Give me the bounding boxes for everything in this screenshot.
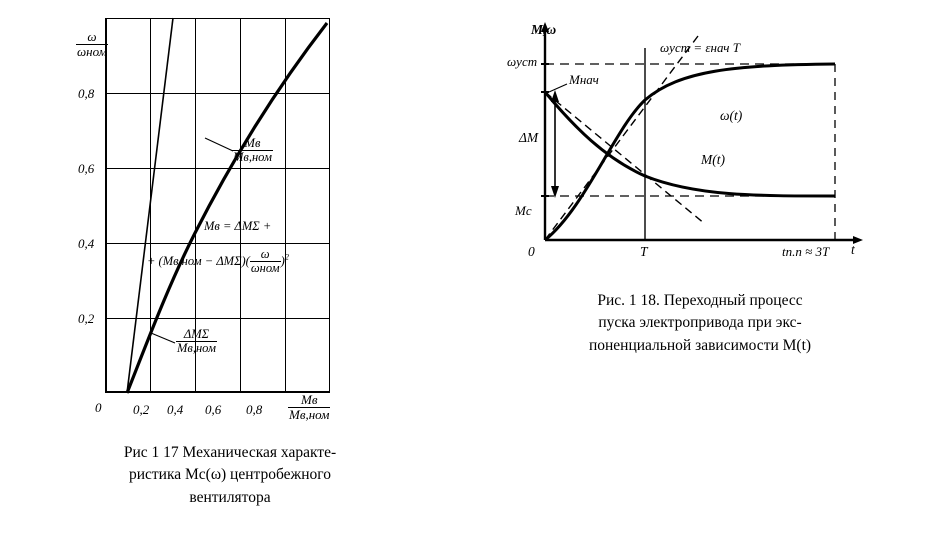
origin-label: 0: [95, 400, 102, 415]
caption-line: Рис 1 17 Механическая характе-: [123, 444, 337, 461]
left-chart-plot-area: [105, 18, 330, 393]
annotation-formula-exp: 2: [284, 251, 290, 262]
label-m-nach: Mнач: [569, 72, 599, 87]
tangent-line-m: [545, 92, 705, 224]
left-figure-caption: [10, 442, 450, 509]
annotation-curve-label-num: Mв: [232, 137, 273, 151]
x-axis-label-den: Mв,ном: [289, 406, 330, 422]
right-y-axis-label: M,ω: [531, 22, 557, 37]
annotation-curve-label-den: Mв,ном: [233, 150, 272, 165]
x-tick-label: 0,4: [167, 402, 184, 417]
annotation-formula-frac-den: ωном: [250, 261, 280, 276]
caption-line: пуска электропривода при экс-: [598, 314, 802, 332]
right-origin-label: 0: [528, 244, 535, 259]
annotation-line-label-num: ΔMΣ: [176, 328, 217, 342]
annotation-formula-frac-num: ω: [250, 248, 281, 262]
annotation-formula-line2-a: + (Mв,ном − ΔMΣ)(: [147, 253, 250, 268]
x-tick-label: 0,6: [205, 402, 222, 417]
annotation-formula-line2: [147, 248, 289, 276]
label-tpp: tп.п ≈ 3T: [782, 244, 830, 259]
label-m-c: Mc: [515, 203, 532, 218]
annotation-formula-line2-b: ): [280, 253, 285, 268]
label-omega-t: ω(t): [720, 108, 743, 123]
leader-lines: [105, 18, 330, 393]
y-tick-label: 0,4: [78, 236, 95, 251]
y-tick-label: 0,6: [78, 161, 95, 176]
x-tick-label: 0,2: [133, 402, 150, 417]
tangent-line-omega: [545, 32, 701, 240]
annotation-line-label-den: Mв,ном: [177, 341, 216, 356]
label-m-t: M(t): [701, 152, 725, 167]
figure-right: [470, 0, 931, 548]
label-delta-m: ΔM: [519, 130, 539, 145]
right-x-axis-label: t: [851, 242, 855, 257]
label-omega-ust-formula: ωуст = εнач T: [660, 40, 740, 55]
y-axis-label: [76, 30, 108, 59]
x-axis-label-num: Mв: [288, 393, 330, 408]
y-axis-label-num: ω: [76, 30, 108, 45]
x-tick-label: 0,8: [246, 402, 263, 417]
right-chart-plot-area: [505, 18, 865, 268]
curve-m-t: [545, 92, 835, 196]
curve-omega-t: [545, 64, 835, 240]
annotation-formula-line1: Mв = ΔMΣ +: [204, 219, 272, 233]
right-figure-caption: [480, 290, 920, 357]
caption-line: вентилятора: [189, 488, 271, 506]
annotation-line-label: [176, 328, 217, 356]
x-axis-label: [288, 393, 330, 422]
caption-line: поненциальной зависимости M(t): [588, 336, 812, 354]
y-axis-label-den: ωном: [77, 43, 107, 59]
annotation-curve-label: [232, 137, 273, 165]
label-T: T: [640, 244, 648, 259]
label-omega-ust-axis: ωуст: [507, 54, 538, 69]
y-tick-label: 0,8: [78, 86, 95, 101]
caption-line: Рис. 1 18. Переходный процесс: [597, 292, 803, 309]
caption-line: ристика Mc(ω) центробежного: [128, 466, 332, 484]
y-tick-label: 0,2: [78, 311, 95, 326]
